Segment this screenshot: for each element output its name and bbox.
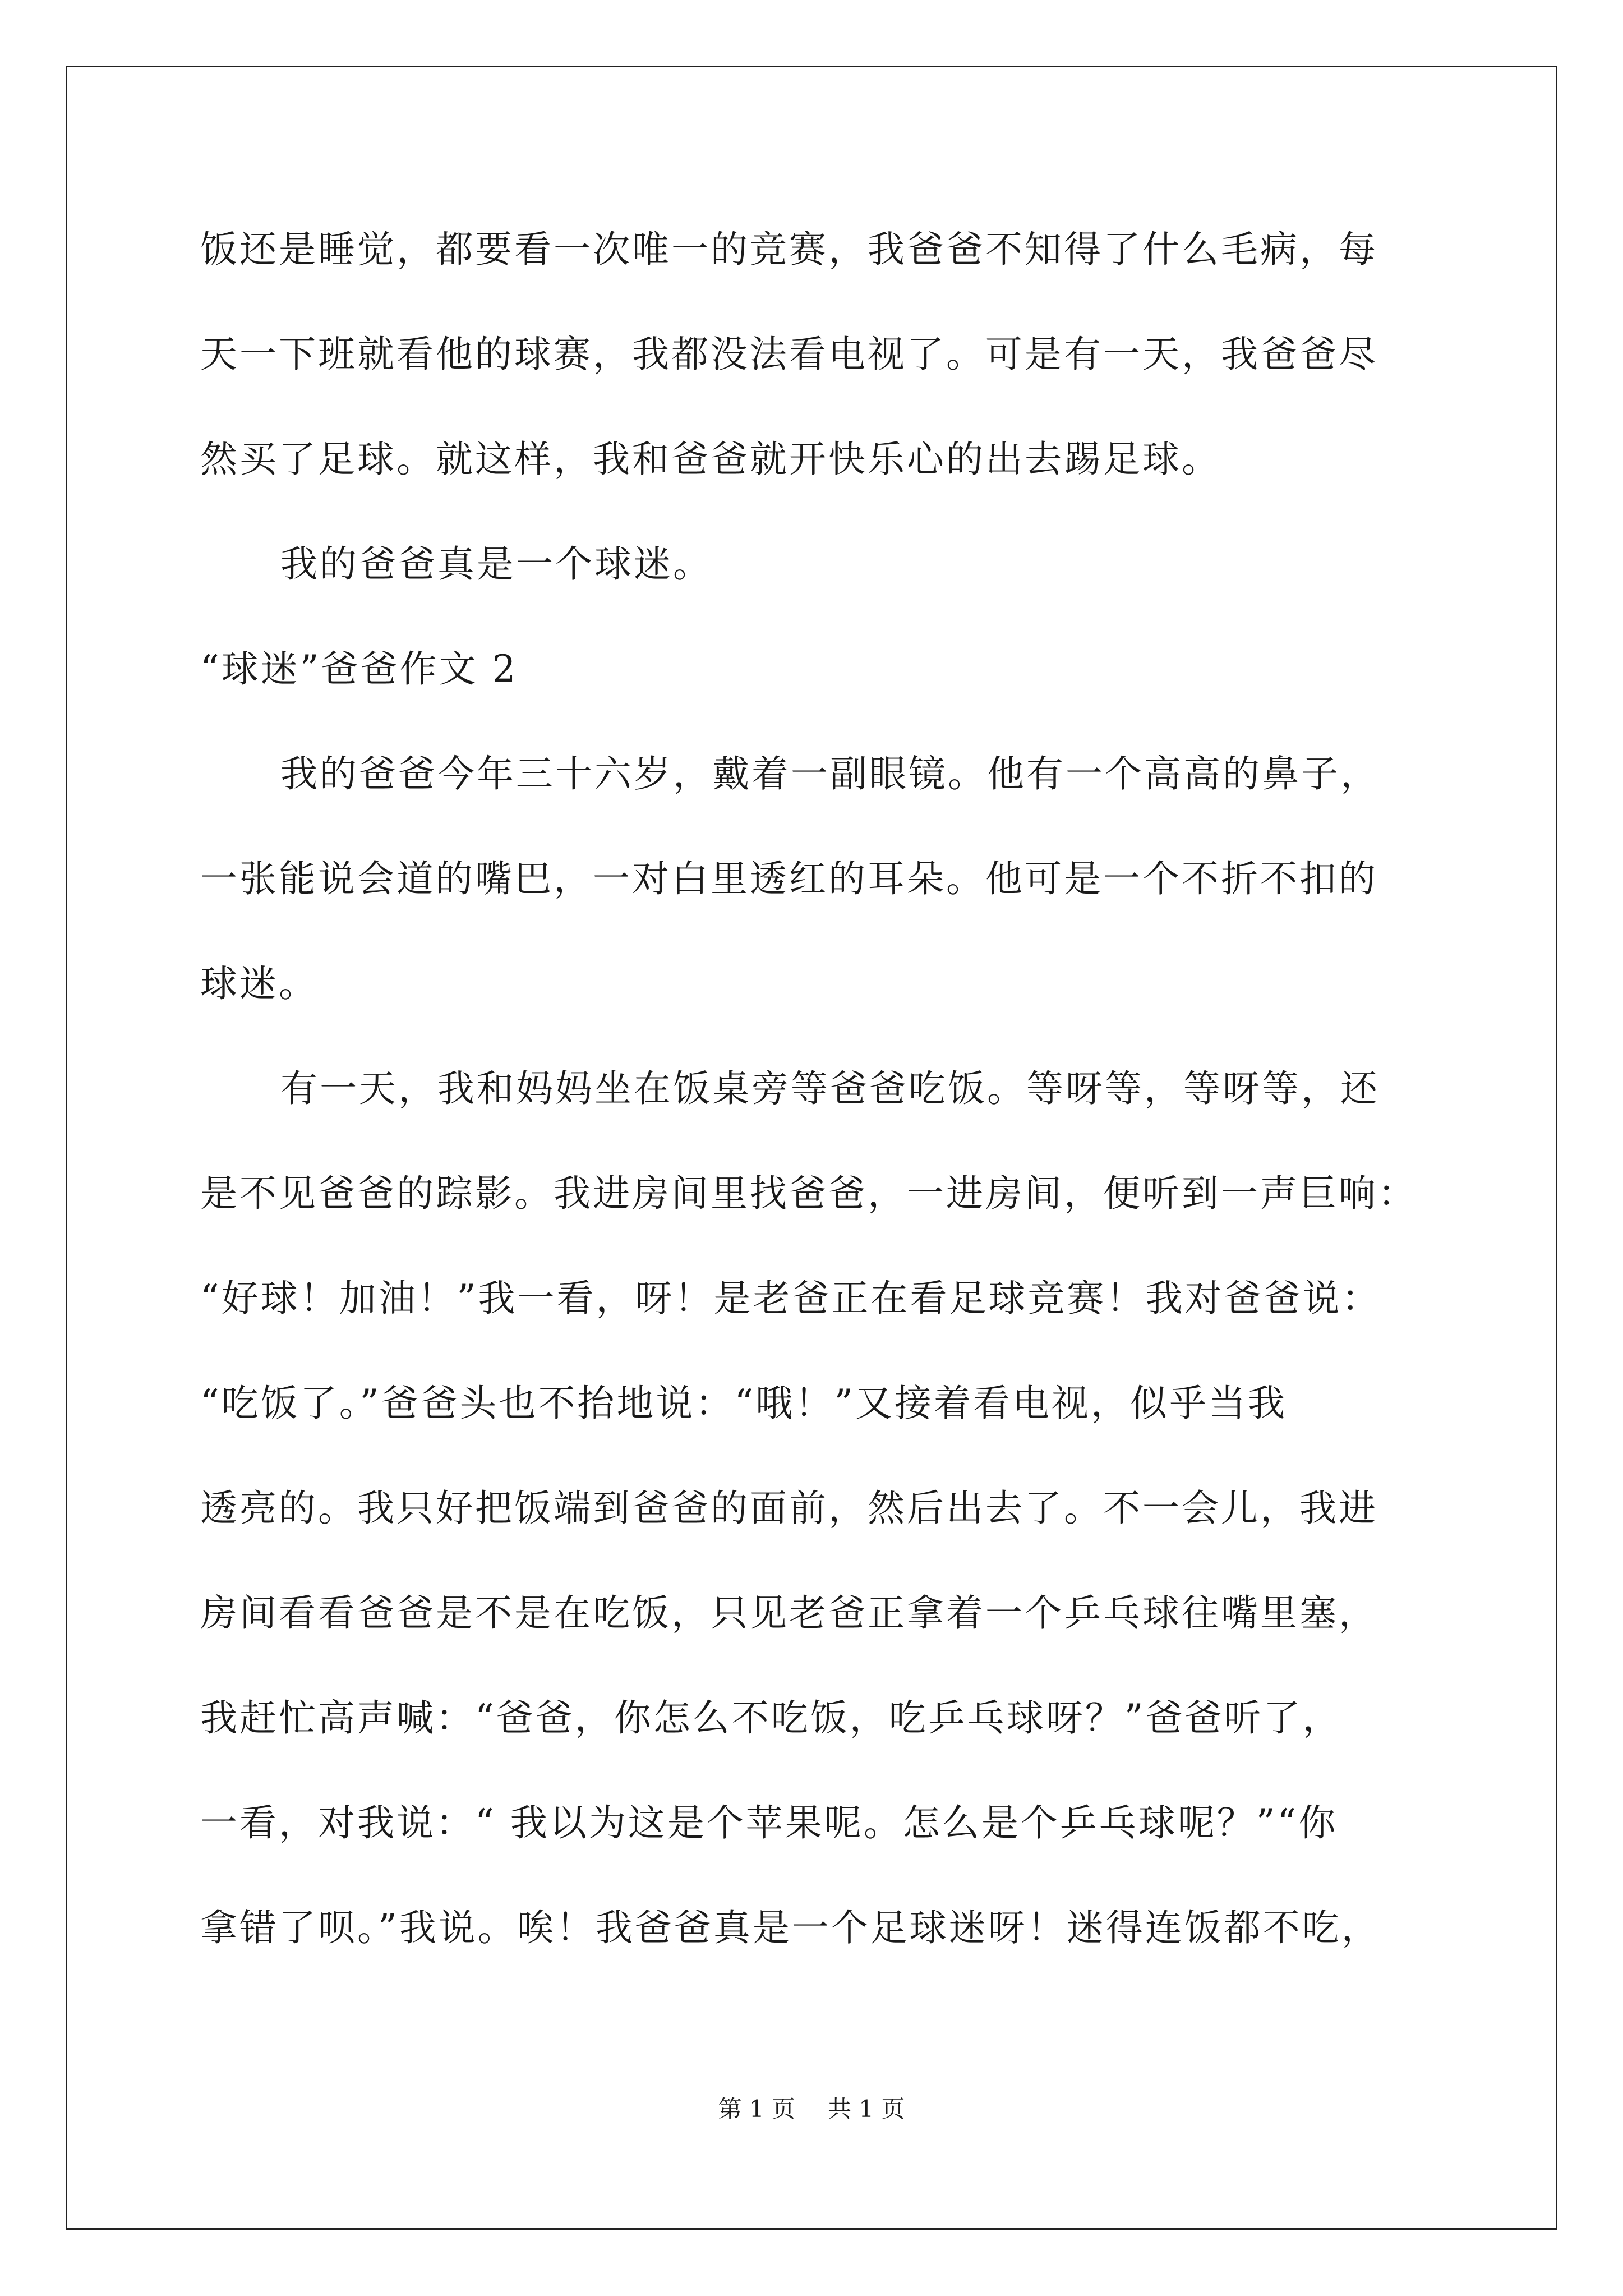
text-line: 拿错了呗。”我说。唉！我爸爸真是一个足球迷呀！迷得连饭都不吃， [200,1906,1381,1949]
text-line: “吃饭了。”爸爸头也不抬地说：“哦！”又接着看电视，似乎当我 [200,1382,1287,1425]
paragraph-line: 我的爸爸今年三十六岁，戴着一副眼镜。他有一个高高的鼻子， [280,752,1380,795]
paragraph-line: 有一天，我和妈妈坐在饭桌旁等爸爸吃饭。等呀等，等呀等，还 [280,1067,1380,1110]
paragraph-line: 我的爸爸真是一个球迷。 [280,542,712,586]
document-body [200,208,1434,1991]
text-line: 一看，对我说：“ 我以为这是个苹果呢。怎么是个乒乓球呢？”“你 [200,1801,1338,1844]
text-line: 是不见爸爸的踪影。我进房间里找爸爸，一进房间，便听到一声巨响： [200,1172,1417,1215]
text-line: “好球！加油！”我一看，呀！是老爸正在看足球竞赛！我对爸爸说： [200,1277,1381,1320]
section-heading: “球迷”爸爸作文 2 [200,647,518,691]
text-line: 透亮的。我只好把饭端到爸爸的面前，然后出去了。不一会儿，我进 [200,1487,1378,1530]
text-line: 天一下班就看他的球赛，我都没法看电视了。可是有一天，我爸爸尽 [200,333,1378,376]
text-line: 饭还是睡觉，都要看一次唯一的竞赛，我爸爸不知得了什么毛病，每 [200,228,1378,271]
text-line: 我赶忙高声喊：“爸爸，你怎么不吃饭，吃乒乓球呀？”爸爸听了， [200,1696,1342,1740]
text-line: 一张能说会道的嘴巴，一对白里透红的耳朵。他可是一个不折不扣的 [200,857,1378,900]
text-line: 球迷。 [200,962,318,1005]
text-line: 然买了足球。就这样，我和爸爸就开快乐心的出去踢足球。 [200,438,1221,481]
page-total: 共 1 页 [828,2095,905,2123]
page-number: 第 1 页 [718,2095,795,2123]
text-line: 房间看看爸爸是不是在吃饭，只见老爸正拿着一个乒乓球往嘴里塞， [200,1591,1378,1635]
page-footer [0,2092,1623,2126]
